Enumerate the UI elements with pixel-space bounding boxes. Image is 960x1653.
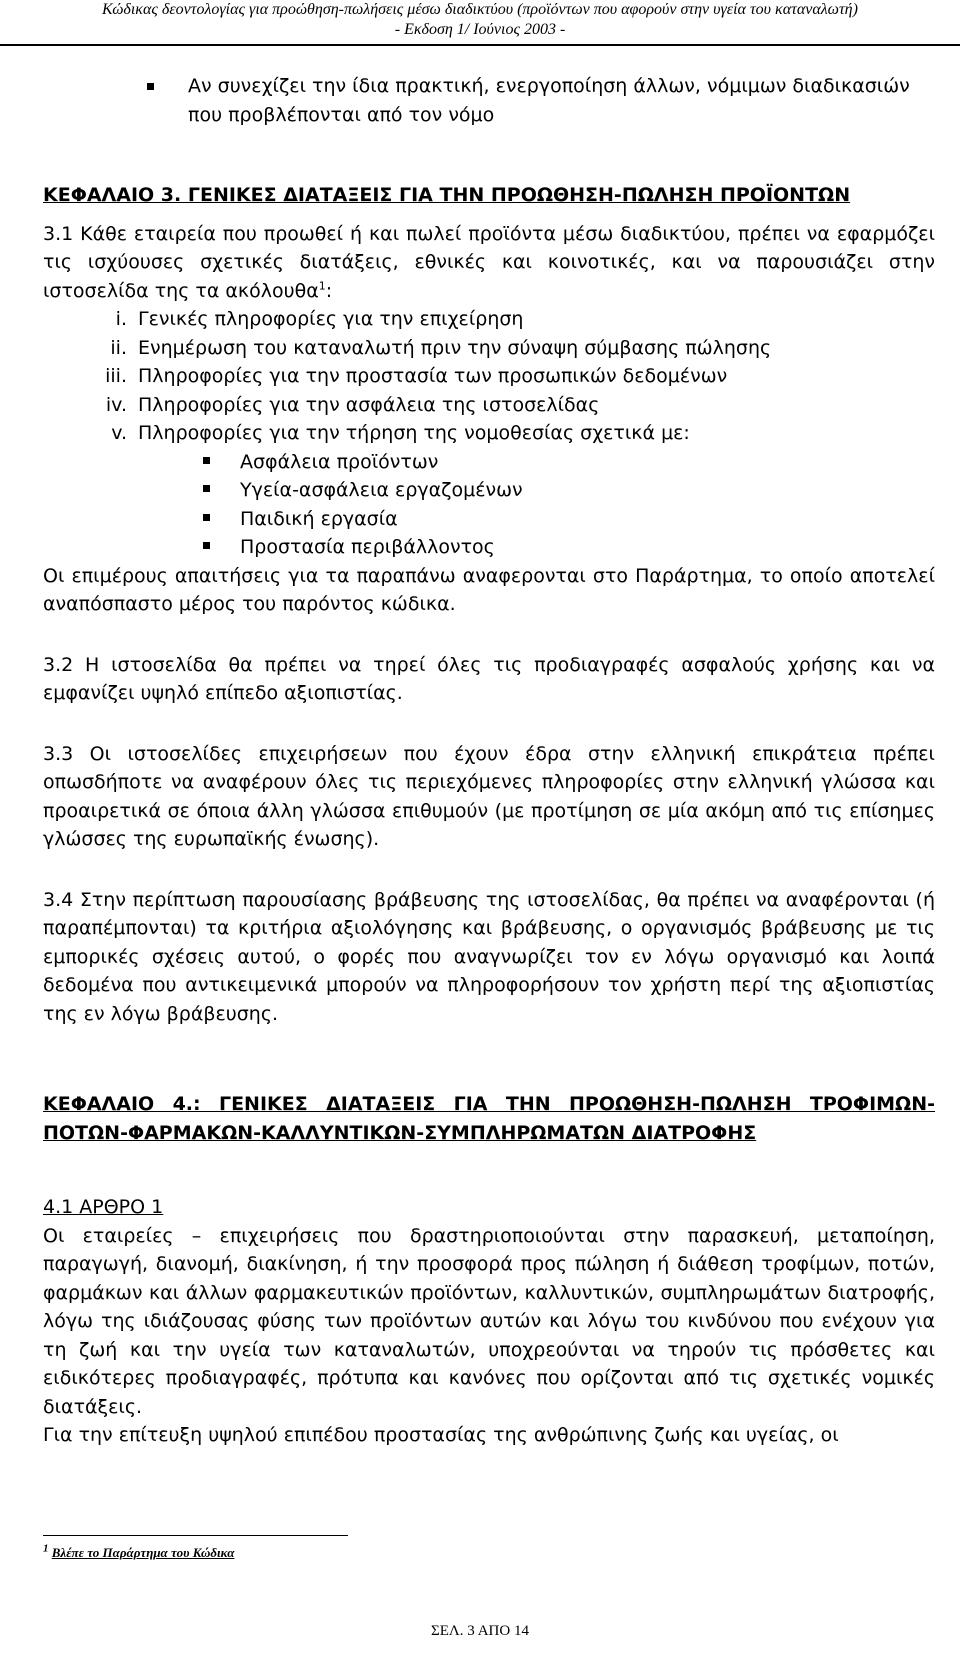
square-bullet-icon bbox=[147, 83, 154, 90]
footnote-number: 1 bbox=[43, 1542, 49, 1555]
list-item: i. Γενικές πληροφορίες για την επιχείρηση bbox=[115, 308, 524, 330]
header-divider bbox=[0, 44, 960, 46]
sub-list-item: Παιδική εργασία bbox=[43, 505, 935, 534]
square-bullet-icon bbox=[203, 457, 210, 464]
article-4-1-heading: 4.1 ΑΡΘΡΟ 1 bbox=[43, 1196, 164, 1218]
chapter4-heading: ΚΕΦΑΛΑΙΟ 4.: ΓΕΝΙΚΕΣ ΔΙΑΤΑΞΕΙΣ ΓΙΑ ΤΗΝ ΠΡΟΩΘΗΣΗ-ΠΩΛΗΣΗ ΤΡΟΦΙΜΩΝ-ΠΟΤΩΝ-ΦΑΡΜΑΚΩΝ-ΚΑΛΛΥΝΤΙΚΩΝ-ΣΥΜΠΛΗΡΩΜΑΤΩΝ ΔΙΑΤΡΟΦΗΣ bbox=[43, 1093, 935, 1144]
section-3-1-outro: Οι επιμέρους απαιτήσεις για τα παραπάνω αναφερονται στο Παράρτημα, το οποίο αποτελεί αναπόσπαστο μέρος του παρόντος κώδικα. bbox=[43, 564, 935, 615]
chapter3-heading: ΚΕΦΑΛΑΙΟ 3. ΓΕΝΙΚΕΣ ΔΙΑΤΑΞΕΙΣ ΓΙΑ ΤΗΝ ΠΡΟΩΘΗΣΗ-ΠΩΛΗΣΗ ΠΡΟΪΟΝΤΩΝ bbox=[43, 184, 851, 206]
intro-bullet-text: Αν συνεχίζει την ίδια πρακτική, ενεργοποίηση άλλων, νόμιμων διαδικασιών που προβλέπονται από τον νόμο bbox=[188, 75, 910, 126]
article-4-1-paragraph: Οι εταιρείες – επιχειρήσεις που δραστηριοποιούνται στην παρασκευή, μεταποίηση, παραγωγή, διανομή, διακίνηση, ή την προσφορά προς πώληση ή διάθεση τροφίμων, ποτών, φαρμάκων και άλλων φαρμακευτικών προϊόντων, καλλυντικών, συμπληρωμάτων διατροφής, λόγω της ιδιάζουσας φύσης των προϊόντων αυτών και λόγω του κινδύνου που ενέχουν για τη ζωή και την υγεία των καταναλωτών, υποχρεούνται να τηρούν τις πρόσθετες και ειδικότερες προδιαγραφές, πρότυπα και κανόνες που ορίζονται από τις σχετικές νομικές διατάξεις. bbox=[43, 1224, 935, 1418]
square-bullet-icon bbox=[203, 514, 210, 521]
legislation-sublist bbox=[43, 448, 935, 562]
header-edition: - Εκδοση 1/ Ιούνιος 2003 - bbox=[394, 21, 566, 38]
document-body bbox=[43, 72, 935, 1450]
square-bullet-icon bbox=[203, 542, 210, 549]
list-item: v. Πληροφορίες για την τήρηση της νομοθεσίας σχετικά με: bbox=[111, 422, 690, 444]
intro-bullet bbox=[43, 72, 935, 129]
sub-list-item: Προστασία περιβάλλοντος bbox=[43, 533, 935, 562]
page-number: ΣΕΛ. 3 ΑΠΟ 14 bbox=[431, 1623, 529, 1639]
footnote-reference[interactable]: 1 bbox=[318, 279, 326, 293]
sub-list-item: Υγεία-ασφάλεια εργαζομένων bbox=[43, 476, 935, 505]
footnote bbox=[43, 1542, 235, 1561]
footnote-text[interactable]: Βλέπε το Παράρτημα του Κώδικα bbox=[51, 1545, 235, 1560]
section-3-2: 3.2 Η ιστοσελίδα θα πρέπει να τηρεί όλες τις προδιαγραφές ασφαλούς χρήσης και να εμφανίζει υψηλό επίπεδο αξιοπιστίας. bbox=[43, 653, 935, 704]
section-3-3: 3.3 Οι ιστοσελίδες επιχειρήσεων που έχουν έδρα στην ελληνική επικράτεια πρέπει οπωσδήποτε να αναφέρουν όλες τις περιεχόμενες πληροφορίες στην ελληνική γλώσσα και προαιρετικά σε όποια άλλη γλώσσα επιθυμούν (με προτίμηση σε μία ακόμη από τις επίσημες γλώσσες της ευρωπαϊκής ένωσης). bbox=[43, 742, 935, 850]
square-bullet-icon bbox=[203, 485, 210, 492]
header-title: Κώδικας δεοντολογίας για προώθηση-πωλήσεις μέσω διαδικτύου (προϊόντων που αφορούν στην υγεία του καταναλωτή) bbox=[102, 1, 858, 18]
running-header bbox=[0, 0, 960, 40]
footnote-divider bbox=[43, 1535, 348, 1536]
list-item: iv. Πληροφορίες για την ασφάλεια της ιστοσελίδας bbox=[105, 393, 600, 416]
article-4-1-continuation: Για την επίτευξη υψηλού επιπέδου προστασίας της ανθρώπινης ζωής και υγείας, οι bbox=[43, 1424, 839, 1446]
list-item: iii. Πληροφορίες για την προστασία των προσωπικών δεδομένων bbox=[105, 365, 728, 387]
requirements-list bbox=[43, 305, 935, 448]
list-item: ii. Ενημέρωση του καταναλωτή πριν την σύναψη σύμβασης πώλησης bbox=[110, 336, 772, 359]
section-3-1-intro: 3.1 Κάθε εταιρεία που προωθεί ή και πωλεί προϊόντα μέσω διαδικτύου, πρέπει να εφαρμόζει τις ισχύουσες σχετικές διατάξεις, εθνικές και κοινοτικές, και να παρουσιάζει στην ιστοσελίδα της τα ακόλουθα$^1$: bbox=[43, 222, 935, 302]
section-3-4: 3.4 Στην περίπτωση παρουσίασης βράβευσης της ιστοσελίδας, θα πρέπει να αναφέρονται (ή παραπέμπονται) τα κριτήρια αξιολόγησης και βράβευσης, ο οργανισμός βράβευσης με τις εμπορικές σχέσεις αυτού, ο φορές που αναγνωρίζει τον εν λόγω οργανισμό και λοιπά δεδομένα που αντικειμενικά μπορούν να πληροφορήσουν τον χρήστη περί της αξιοπιστίας της εν λόγω βράβευσης. bbox=[43, 888, 935, 1025]
sub-list-item: Ασφάλεια προϊόντων bbox=[43, 448, 935, 477]
